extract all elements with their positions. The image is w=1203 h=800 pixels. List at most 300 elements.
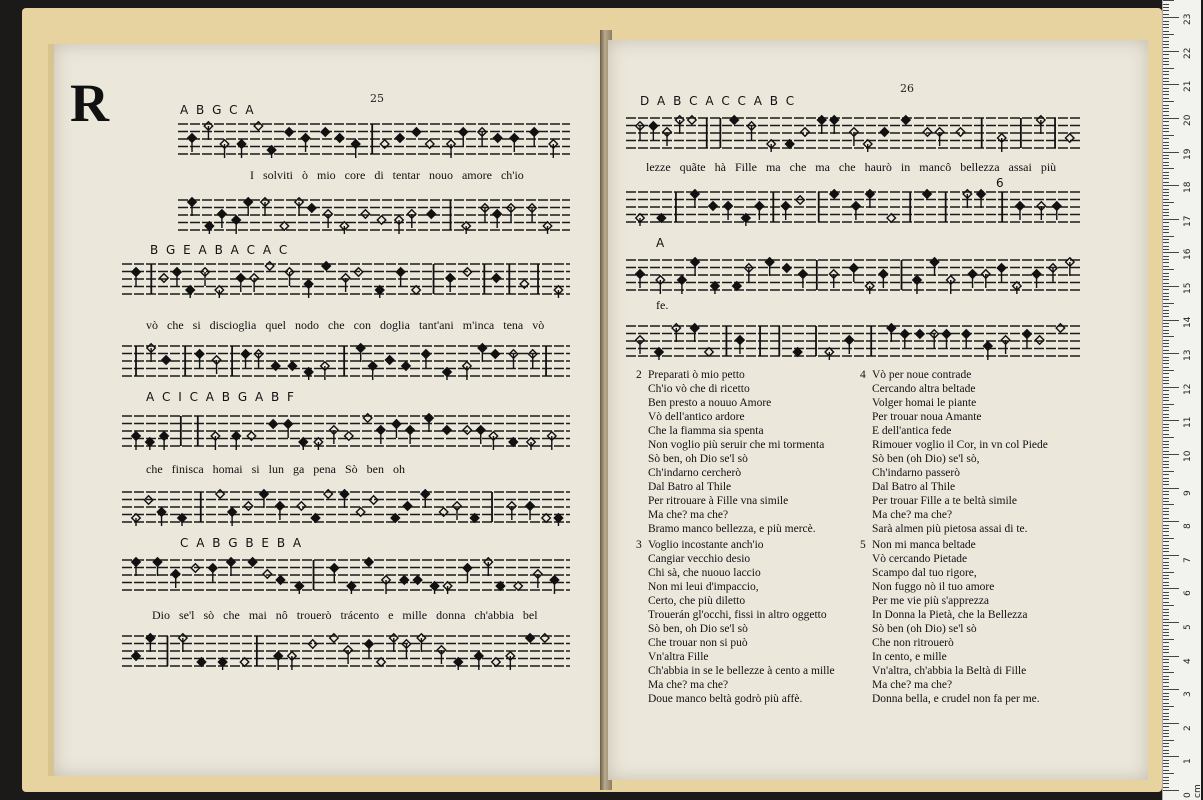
ruler-minor-tick xyxy=(1163,629,1169,630)
ruler-minor-tick xyxy=(1163,363,1169,364)
ruler-minor-tick xyxy=(1163,679,1169,680)
ruler-minor-tick xyxy=(1163,404,1174,405)
ruler-minor-tick xyxy=(1163,568,1169,569)
note-head xyxy=(783,264,791,272)
ruler-minor-tick xyxy=(1163,182,1169,183)
music-staff-4 xyxy=(122,342,570,380)
ruler-tick xyxy=(1163,420,1179,421)
verse-line: Ch'abbia in se le bellezze à cento a mille xyxy=(648,665,835,677)
note-head xyxy=(244,502,252,510)
ruler-minor-tick xyxy=(1163,753,1169,754)
note-head xyxy=(265,262,273,270)
ruler-label: 5 xyxy=(1183,624,1193,630)
ruler-minor-tick xyxy=(1163,61,1169,62)
music-staff-r4 xyxy=(626,322,1082,360)
ruler-minor-tick xyxy=(1163,397,1169,398)
verse-line: Ma che? ma che? xyxy=(648,679,729,691)
verse-line: In Donna la Pietà, che la Bellezza xyxy=(872,609,1028,621)
tablature-letters-1: A B G C A xyxy=(180,103,256,117)
ruler-minor-tick xyxy=(1163,94,1169,95)
ruler-minor-tick xyxy=(1163,199,1169,200)
ruler-minor-tick xyxy=(1163,377,1169,378)
ruler-minor-tick xyxy=(1163,474,1169,475)
verse-line: Ch'indarno passerò xyxy=(872,467,960,479)
ruler-minor-tick xyxy=(1163,37,1169,38)
ruler-minor-tick xyxy=(1163,467,1169,468)
ruler-minor-tick xyxy=(1163,357,1169,358)
note-head xyxy=(923,190,931,198)
ruler-minor-tick xyxy=(1163,582,1169,583)
ruler-minor-tick xyxy=(1163,394,1169,395)
ruler-minor-tick xyxy=(1163,340,1169,341)
ruler-minor-tick xyxy=(1163,733,1169,734)
ruler-minor-tick xyxy=(1163,437,1174,438)
ruler-minor-tick xyxy=(1163,158,1169,159)
ruler-minor-tick xyxy=(1163,142,1169,143)
verse-line: E dell'antica fede xyxy=(872,425,952,437)
note-head xyxy=(361,210,369,218)
ruler-tick xyxy=(1163,387,1179,388)
ruler-minor-tick xyxy=(1163,572,1174,573)
note-head xyxy=(1035,336,1043,344)
ruler-minor-tick xyxy=(1163,367,1169,368)
verse-5 xyxy=(860,538,1040,706)
note-head xyxy=(324,490,332,498)
verse-number: 2 xyxy=(636,369,642,381)
ruler-minor-tick xyxy=(1163,565,1169,566)
note-head xyxy=(493,134,501,142)
ruler-minor-tick xyxy=(1163,303,1174,304)
music-staff-1 xyxy=(178,120,570,158)
ruler-minor-tick xyxy=(1163,195,1169,196)
ruler-tick xyxy=(1163,320,1179,321)
verse-line: Dal Batro al Thile xyxy=(648,481,732,493)
ruler-label: 16 xyxy=(1183,248,1193,261)
ruler-minor-tick xyxy=(1163,306,1169,307)
ruler-minor-tick xyxy=(1163,578,1169,579)
ruler-tick xyxy=(1163,588,1179,589)
ruler-minor-tick xyxy=(1163,642,1169,643)
tablature-letters-r3: A xyxy=(656,236,667,250)
ruler-label: 1 xyxy=(1183,758,1193,765)
ruler-minor-tick xyxy=(1163,525,1169,526)
ruler-minor-tick xyxy=(1163,746,1169,747)
ruler-minor-tick xyxy=(1163,457,1169,458)
ruler-minor-tick xyxy=(1163,108,1169,109)
verse-line: Trouerán gl'occhi, fissi in altro oggetto xyxy=(648,609,827,621)
ruler-minor-tick xyxy=(1163,232,1169,233)
ruler-label: 4 xyxy=(1183,657,1193,664)
ruler-minor-tick xyxy=(1163,575,1169,576)
verse-line: Scampo dal tuo rigore, xyxy=(872,567,977,579)
ruler-minor-tick xyxy=(1163,766,1169,767)
ruler-minor-tick xyxy=(1163,138,1169,139)
ruler-minor-tick xyxy=(1163,427,1169,428)
music-staff-2 xyxy=(178,196,570,234)
verse-line: Vò per noue contrade xyxy=(872,369,972,381)
ruler-minor-tick xyxy=(1163,773,1174,774)
ruler-minor-tick xyxy=(1163,598,1169,599)
verse-4 xyxy=(860,368,1048,536)
note-head xyxy=(297,502,305,510)
ruler-minor-tick xyxy=(1163,672,1174,673)
ruler-minor-tick xyxy=(1163,760,1169,761)
verse-line: Per trouar Fille a te beltà simile xyxy=(872,495,1017,507)
ruler-minor-tick xyxy=(1163,696,1169,697)
ruler-minor-tick xyxy=(1163,273,1169,274)
music-staff-7 xyxy=(122,556,570,594)
note-head xyxy=(526,634,534,642)
lyric-line-7: Dio se'l sò che mai nô trouerò trácento e mille donna ch'abbia bel xyxy=(152,608,538,622)
ruler-label: 20 xyxy=(1183,114,1193,126)
ruler-minor-tick xyxy=(1163,713,1169,714)
ruler-minor-tick xyxy=(1163,336,1174,337)
note-head xyxy=(1056,324,1064,332)
ruler-tick xyxy=(1163,185,1179,186)
ruler-label: 22 xyxy=(1183,47,1193,59)
ruler-label: 6 xyxy=(1183,590,1193,597)
verse-line: Donna bella, e crudel non fa per me. xyxy=(872,693,1040,705)
ruler-minor-tick xyxy=(1163,168,1174,169)
note-head xyxy=(730,116,738,124)
ruler-minor-tick xyxy=(1163,326,1169,327)
note-head xyxy=(254,122,262,130)
ruler-minor-tick xyxy=(1163,74,1169,75)
verse-line: Bramo manco bellezza, e più mercè. xyxy=(648,523,816,535)
ruler-minor-tick xyxy=(1163,508,1169,509)
verse-line: Che non ritrouerò xyxy=(872,637,954,649)
ruler-label: 10 xyxy=(1183,450,1193,462)
ruler-minor-tick xyxy=(1163,414,1169,415)
ruler-minor-tick xyxy=(1163,763,1169,764)
ruler-tick xyxy=(1163,118,1179,119)
lyric-line-5: che finisca homai si lun ga pena Sò ben oh xyxy=(146,462,405,476)
ruler-minor-tick xyxy=(1163,262,1169,263)
verse-line: Vn'altra, ch'abbia la Beltà di Fille xyxy=(872,665,1027,677)
verse-line: Che trouar non si può xyxy=(648,637,748,649)
verse-line: Ma che? ma che? xyxy=(648,509,729,521)
ruler-tick xyxy=(1163,689,1179,690)
ruler-minor-tick xyxy=(1163,135,1174,136)
ruler-label: 12 xyxy=(1183,383,1193,395)
ruler-minor-tick xyxy=(1163,222,1169,223)
ruler-minor-tick xyxy=(1163,676,1169,677)
verse-line: Per ritrouare à Fille vna simile xyxy=(648,495,789,507)
ruler-label: 8 xyxy=(1183,523,1193,530)
ruler-minor-tick xyxy=(1163,646,1169,647)
ruler-minor-tick xyxy=(1163,115,1169,116)
verse-line: Ma che? ma che? xyxy=(872,679,953,691)
note-head xyxy=(330,634,338,642)
ruler-minor-tick xyxy=(1163,0,1174,1)
note-head xyxy=(396,134,404,142)
ruler-label: 19 xyxy=(1183,148,1193,160)
ruler-minor-tick xyxy=(1163,511,1169,512)
ruler-minor-tick xyxy=(1163,333,1169,334)
ruler-label: 15 xyxy=(1183,282,1193,294)
ruler-label: 7 xyxy=(1183,557,1193,563)
ruler-minor-tick xyxy=(1163,686,1169,687)
music-staff-r1 xyxy=(626,114,1082,152)
ruler-label: 0 cm xyxy=(1183,784,1203,798)
ruler-minor-tick xyxy=(1163,770,1169,771)
ruler-minor-tick xyxy=(1163,101,1174,102)
verse-line: Non fuggo nò il tuo amore xyxy=(872,581,995,593)
note-head xyxy=(412,128,420,136)
note-head xyxy=(248,558,256,566)
ruler-minor-tick xyxy=(1163,373,1169,374)
note-head xyxy=(162,356,170,364)
note-head xyxy=(385,356,393,364)
ruler-minor-tick xyxy=(1163,545,1169,546)
measurement-ruler xyxy=(1162,0,1201,800)
ruler-minor-tick xyxy=(1163,296,1169,297)
ruler-minor-tick xyxy=(1163,699,1169,700)
verse-line: Rimouer voglio il Cor, in vn col Piede xyxy=(872,439,1048,451)
ruler-minor-tick xyxy=(1163,323,1169,324)
ruler-minor-tick xyxy=(1163,709,1169,710)
ruler-minor-tick xyxy=(1163,719,1169,720)
verse-line: Doue manco beltà godrò più affè. xyxy=(648,693,803,705)
ruler-minor-tick xyxy=(1163,189,1169,190)
ruler-tick xyxy=(1163,790,1179,791)
note-head xyxy=(916,330,924,338)
ruler-minor-tick xyxy=(1163,24,1169,25)
ruler-minor-tick xyxy=(1163,346,1169,347)
verse-2 xyxy=(636,368,825,536)
note-head xyxy=(902,116,910,124)
music-staff-8 xyxy=(122,632,570,670)
ruler-minor-tick xyxy=(1163,236,1174,237)
ruler-minor-tick xyxy=(1163,350,1169,351)
note-head xyxy=(491,350,499,358)
ruler-tick xyxy=(1163,84,1179,85)
tablature-letters-r2: 6 xyxy=(996,176,1006,190)
ruler-minor-tick xyxy=(1163,541,1169,542)
ruler-label: 3 xyxy=(1183,691,1193,698)
ruler-minor-tick xyxy=(1163,625,1169,626)
ruler-tick xyxy=(1163,219,1179,220)
ruler-minor-tick xyxy=(1163,451,1169,452)
ruler-minor-tick xyxy=(1163,693,1169,694)
ruler-minor-tick xyxy=(1163,390,1169,391)
verse-number: 5 xyxy=(860,539,866,551)
verse-line: Vò dell'antico ardore xyxy=(648,411,745,423)
ruler-minor-tick xyxy=(1163,330,1169,331)
verse-line: Sò ben, oh Dio se'l sò xyxy=(648,623,748,635)
ruler-minor-tick xyxy=(1163,380,1169,381)
note-head xyxy=(160,274,168,282)
ruler-minor-tick xyxy=(1163,242,1169,243)
ruler-minor-tick xyxy=(1163,7,1169,8)
note-head xyxy=(403,502,411,510)
note-head xyxy=(830,190,838,198)
ruler-minor-tick xyxy=(1163,400,1169,401)
ruler-minor-tick xyxy=(1163,246,1169,247)
ruler-minor-tick xyxy=(1163,276,1169,277)
ruler-minor-tick xyxy=(1163,229,1169,230)
ruler-minor-tick xyxy=(1163,478,1169,479)
ruler-minor-tick xyxy=(1163,501,1169,502)
music-staff-6 xyxy=(122,488,570,526)
ruler-minor-tick xyxy=(1163,666,1169,667)
verse-line: Per trouar noua Amante xyxy=(872,411,982,423)
ruler-minor-tick xyxy=(1163,310,1169,311)
tablature-letters-5: A C I C A B G A B F xyxy=(146,390,296,404)
ruler-label: 2 xyxy=(1183,725,1193,731)
ruler-minor-tick xyxy=(1163,148,1169,149)
ruler-minor-tick xyxy=(1163,215,1169,216)
ruler-tick xyxy=(1163,51,1179,52)
ruler-minor-tick xyxy=(1163,269,1174,270)
music-staff-3 xyxy=(122,260,570,298)
ruler-minor-tick xyxy=(1163,481,1169,482)
ruler-minor-tick xyxy=(1163,558,1169,559)
verse-line: Non mi manca beltade xyxy=(872,539,976,551)
tablature-letters-3: B G E A B A C A C xyxy=(150,243,290,257)
note-head xyxy=(688,116,696,124)
ruler-label: 14 xyxy=(1183,316,1193,328)
ruler-minor-tick xyxy=(1163,249,1169,250)
ruler-tick xyxy=(1163,723,1179,724)
ruler-minor-tick xyxy=(1163,787,1169,788)
verse-line: Sò ben, oh Dio se'l sò xyxy=(648,453,748,465)
ruler-minor-tick xyxy=(1163,360,1169,361)
ruler-tick xyxy=(1163,152,1179,153)
ruler-minor-tick xyxy=(1163,64,1169,65)
ruler-minor-tick xyxy=(1163,659,1169,660)
ruler-minor-tick xyxy=(1163,192,1169,193)
music-staff-5 xyxy=(122,412,570,450)
ruler-minor-tick xyxy=(1163,703,1169,704)
ruler-minor-tick xyxy=(1163,447,1169,448)
ruler-minor-tick xyxy=(1163,649,1169,650)
verse-line: Che la fiamma sia spenta xyxy=(648,425,764,437)
page-number-right: 26 xyxy=(900,82,914,95)
ruler-minor-tick xyxy=(1163,21,1169,22)
ruler-minor-tick xyxy=(1163,635,1169,636)
note-head xyxy=(923,128,931,136)
ruler-label: 18 xyxy=(1183,181,1193,194)
ruler-minor-tick xyxy=(1163,619,1169,620)
ruler-minor-tick xyxy=(1163,494,1169,495)
ruler-minor-tick xyxy=(1163,528,1169,529)
tablature-letters-r1: D A B C A C C A B C xyxy=(640,94,797,108)
note-head xyxy=(956,128,964,136)
ruler-minor-tick xyxy=(1163,609,1169,610)
verse-line: Non voglio più seruir che mi tormenta xyxy=(648,439,825,451)
ruler-minor-tick xyxy=(1163,121,1169,122)
ruler-minor-tick xyxy=(1163,669,1169,670)
ruler-minor-tick xyxy=(1163,615,1169,616)
ruler-minor-tick xyxy=(1163,514,1169,515)
verse-line: Non mi leui d'impaccio, xyxy=(648,581,759,593)
decorated-initial: R xyxy=(70,73,109,133)
verse-line: Cercando altra beltade xyxy=(872,383,976,395)
ruler-minor-tick xyxy=(1163,726,1169,727)
ruler-minor-tick xyxy=(1163,98,1169,99)
ruler-minor-tick xyxy=(1163,780,1169,781)
verse-line: Preparati ò mio petto xyxy=(648,369,745,381)
ruler-minor-tick xyxy=(1163,595,1169,596)
verse-line: Sarà almen più pietosa assai di te. xyxy=(872,523,1028,535)
verse-line: Ch'io vò che di ricetto xyxy=(648,383,750,395)
ruler-minor-tick xyxy=(1163,178,1169,179)
ruler-minor-tick xyxy=(1163,44,1169,45)
verse-line: Per me vie più s'apprezza xyxy=(872,595,990,607)
verse-line: Vn'altra Fille xyxy=(648,651,709,663)
ruler-minor-tick xyxy=(1163,612,1169,613)
ruler-minor-tick xyxy=(1163,34,1174,35)
ruler-minor-tick xyxy=(1163,165,1169,166)
ruler-minor-tick xyxy=(1163,518,1169,519)
ruler-minor-tick xyxy=(1163,58,1169,59)
ruler-tick xyxy=(1163,622,1179,623)
tablature-letters-7: C A B G B E B A xyxy=(180,536,304,550)
ruler-minor-tick xyxy=(1163,383,1169,384)
ruler-minor-tick xyxy=(1163,740,1174,741)
ruler-minor-tick xyxy=(1163,266,1169,267)
ruler-minor-tick xyxy=(1163,434,1169,435)
ruler-minor-tick xyxy=(1163,202,1174,203)
ruler-minor-tick xyxy=(1163,548,1169,549)
verse-line: Cangiar vecchio desio xyxy=(648,553,751,565)
ruler-minor-tick xyxy=(1163,716,1169,717)
ruler-minor-tick xyxy=(1163,430,1169,431)
ruler-minor-tick xyxy=(1163,78,1169,79)
ruler-minor-tick xyxy=(1163,471,1174,472)
verse-line: Vò cercando Pietade xyxy=(872,553,968,565)
ruler-minor-tick xyxy=(1163,175,1169,176)
ruler-minor-tick xyxy=(1163,743,1169,744)
ruler-label: 13 xyxy=(1183,349,1193,362)
note-head xyxy=(335,134,343,142)
ruler-minor-tick xyxy=(1163,289,1169,290)
ruler-minor-tick xyxy=(1163,131,1169,132)
verse-number: 3 xyxy=(636,539,642,551)
note-head xyxy=(427,210,435,218)
ruler-minor-tick xyxy=(1163,538,1174,539)
verse-line: Volger homai le piante xyxy=(872,397,977,409)
ruler-minor-tick xyxy=(1163,71,1169,72)
note-head xyxy=(322,262,330,270)
ruler-minor-tick xyxy=(1163,239,1169,240)
ruler-minor-tick xyxy=(1163,783,1169,784)
lyric-line-r1: lezze quãte hà Fille ma che ma che haurò in mancô bellezza assai più xyxy=(646,160,1057,174)
ruler-minor-tick xyxy=(1163,410,1169,411)
ruler-minor-tick xyxy=(1163,205,1169,206)
verse-line: Ben presto a nouuo Amore xyxy=(648,397,772,409)
ruler-tick xyxy=(1163,521,1179,522)
music-staff-r3 xyxy=(626,256,1082,294)
ruler-minor-tick xyxy=(1163,602,1169,603)
verse-line: Sò ben (oh Dio) se'l sò xyxy=(872,623,977,635)
ruler-minor-tick xyxy=(1163,370,1174,371)
ruler-tick xyxy=(1163,756,1179,757)
ruler-minor-tick xyxy=(1163,407,1169,408)
ruler-minor-tick xyxy=(1163,155,1169,156)
ruler-label: 17 xyxy=(1183,215,1193,227)
note-head xyxy=(269,420,277,428)
ruler-minor-tick xyxy=(1163,47,1169,48)
ruler-minor-tick xyxy=(1163,31,1169,32)
verse-line: Dal Batro al Thile xyxy=(872,481,956,493)
note-head xyxy=(285,128,293,136)
ruler-minor-tick xyxy=(1163,592,1169,593)
verse-line: Ch'indarno cercherò xyxy=(648,467,742,479)
verse-line: Certo, che più diletto xyxy=(648,595,746,607)
ruler-label: 23 xyxy=(1183,13,1193,26)
